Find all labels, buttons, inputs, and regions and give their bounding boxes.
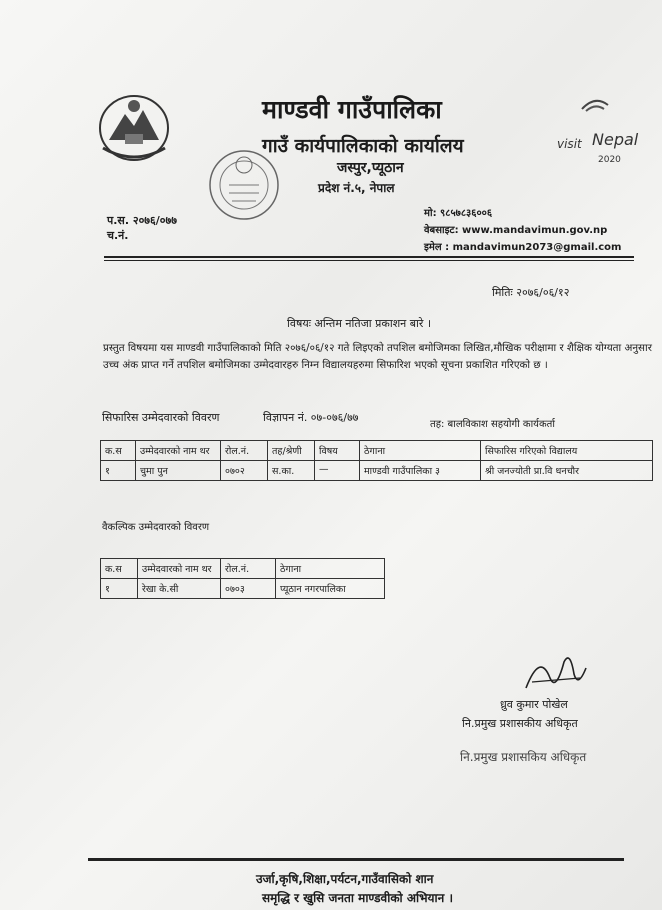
municipality-title: माण्डवी गाउँपालिका bbox=[262, 95, 442, 124]
footer-slogan-line2: समृद्धि र खुसि जनता माण्डवीको अभियान । bbox=[262, 891, 454, 905]
col-school: सिफारिस गरिएको विद्यालय bbox=[481, 441, 653, 461]
visit-label: visit bbox=[557, 137, 582, 151]
website: वेबसाइट: www.mandavimun.gov.np bbox=[424, 225, 608, 236]
cell-address: माण्डवी गाउँपालिका ३ bbox=[360, 461, 481, 481]
alternate-section-title: वैकल्पिक उम्मेदवारको विवरण bbox=[102, 522, 210, 533]
alternate-table bbox=[100, 558, 385, 599]
footer-slogan-line1: उर्जा,कृषि,शिक्षा,पर्यटन,गाउँवासिको शान bbox=[256, 872, 434, 886]
col-address: ठेगाना bbox=[276, 559, 385, 579]
cell-sn: १ bbox=[101, 461, 136, 481]
cell-subject: — bbox=[315, 461, 360, 481]
nepal-label: Nepal bbox=[592, 130, 639, 149]
cell-level: स.का. bbox=[268, 461, 315, 481]
cell-roll: ०७०३ bbox=[221, 579, 276, 599]
footer-divider bbox=[88, 858, 624, 861]
table-row bbox=[101, 461, 653, 481]
cell-sn: १ bbox=[101, 579, 138, 599]
col-sn: क.स bbox=[101, 441, 136, 461]
cell-name: रेखा के.सी bbox=[138, 579, 221, 599]
email: इमेल : mandavimun2073@gmail.com bbox=[424, 242, 622, 253]
table-row bbox=[101, 579, 385, 599]
cell-roll: ०७०२ bbox=[221, 461, 268, 481]
cell-name: चुमा पुन bbox=[136, 461, 221, 481]
office-city: जस्पुर,प्यूठान bbox=[337, 160, 404, 176]
col-name: उम्मेदवारको नाम थर bbox=[138, 559, 221, 579]
table-header-row bbox=[101, 559, 385, 579]
year-label: 2020 bbox=[598, 155, 621, 165]
office-province: प्रदेश नं.५, नेपाल bbox=[318, 181, 395, 195]
col-roll: रोल.नं. bbox=[221, 559, 276, 579]
recommended-section-title: सिफारिस उम्मेदवारको विवरण bbox=[102, 411, 220, 424]
advertisement-number: विज्ञापन नं. ०७-०७६/७७ bbox=[263, 411, 359, 424]
col-address: ठेगाना bbox=[360, 441, 481, 461]
nepal-emblem-icon bbox=[95, 86, 173, 166]
phone-number: मो: ९८५७८३६००६ bbox=[424, 208, 493, 219]
signature-icon bbox=[520, 648, 590, 698]
post-level: तह: बालविकाश सहयोगी कार्यकर्ता bbox=[430, 419, 555, 430]
recommended-table bbox=[100, 440, 653, 481]
header-divider-thin bbox=[104, 260, 634, 261]
office-stamp-icon bbox=[199, 145, 289, 225]
table-header-row bbox=[101, 441, 653, 461]
header-divider bbox=[104, 256, 634, 258]
letter-subject: विषयः अन्तिम नतिजा प्रकाशन बारे । bbox=[287, 317, 432, 330]
dispatch-number: च.नं. bbox=[107, 229, 129, 242]
col-name: उम्मेदवारको नाम थर bbox=[136, 441, 221, 461]
signatory-name: ध्रुव कुमार पोखेल bbox=[500, 698, 568, 711]
col-sn: क.स bbox=[101, 559, 138, 579]
letter-body: प्रस्तुत विषयमा यस माण्डवी गाउँपालिकाको मिति २०७६/०६/१२ गते लिइएको तपशिल बमोजिमका लिखित,मौखिक परीक्षामा र शैक्षिक योग्यता अनुसार उच्च अंक प्राप्त गर्ने तपशिल बमोजिमका उम्मेदवारहरु निम्न विद्यालयहरुमा सिफारिश भएको सूचना प्रकाशित गरिएको छ । bbox=[103, 342, 652, 371]
col-subject: विषय bbox=[315, 441, 360, 461]
col-level: तह/श्रेणी bbox=[268, 441, 315, 461]
letter-date: मितिः २०७६/०६/१२ bbox=[492, 286, 570, 299]
visit-nepal-logo-icon bbox=[580, 93, 610, 115]
col-roll: रोल.नं. bbox=[221, 441, 268, 461]
reference-number: प.स. २०७६/०७७ bbox=[107, 214, 177, 227]
signatory-stamp-title: नि.प्रमुख प्रशासकिय अधिकृत bbox=[460, 750, 587, 764]
cell-address: प्यूठान नगरपालिका bbox=[276, 579, 385, 599]
cell-school: श्री जनज्योती प्रा.वि धनचौर bbox=[481, 461, 653, 481]
signatory-title: नि.प्रमुख प्रशासकीय अधिकृत bbox=[462, 717, 578, 730]
office-subtitle: गाउँ कार्यपालिकाको कार्यालय bbox=[262, 135, 464, 157]
